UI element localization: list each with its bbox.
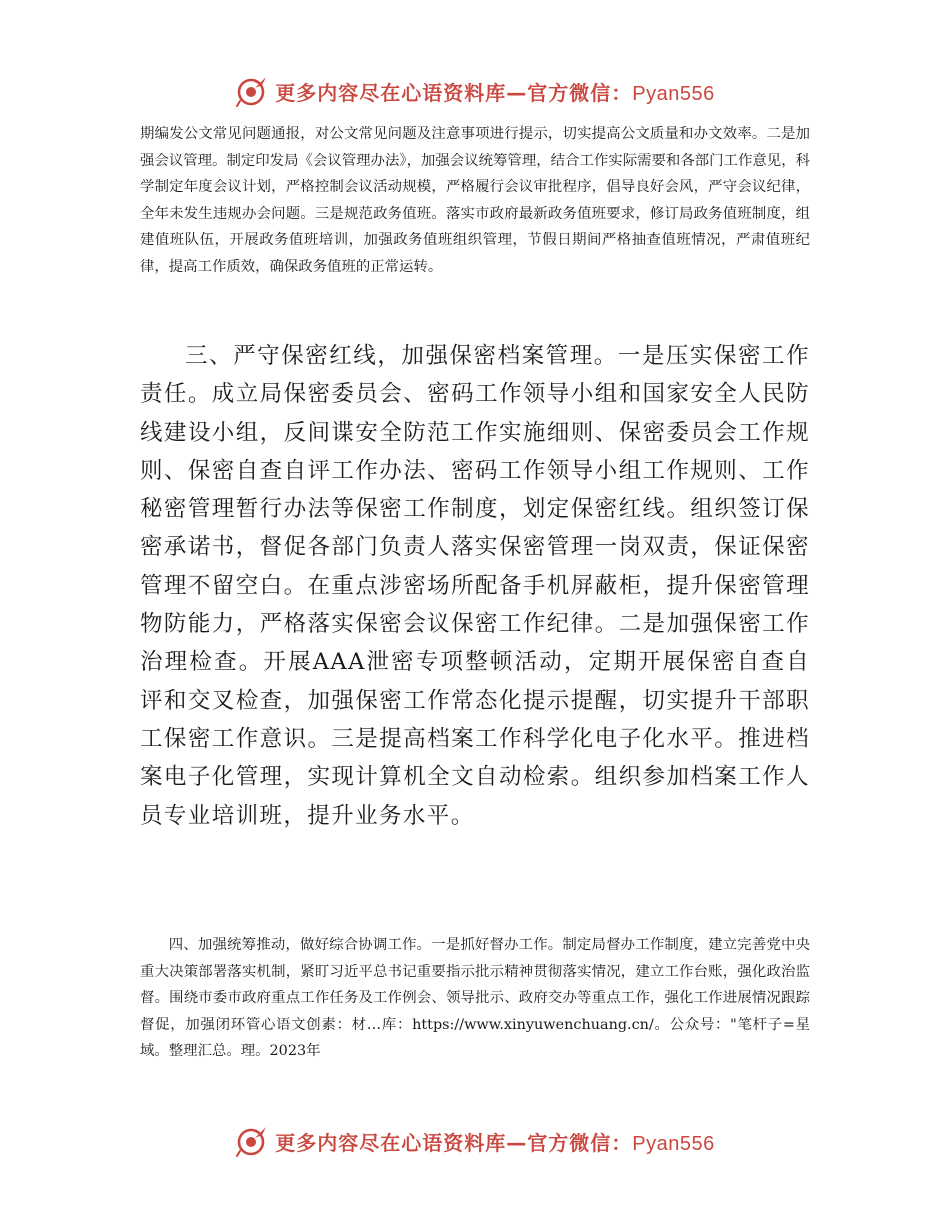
paragraph-confidentiality: 三、严守保密红线，加强保密档案管理。一是压实保密工作责任。成立局保密委员会、密码工作领导小组和国家安全人民防线建设小组，反间谍安全防范工作实施细则、保密委员会工作规则、保密自查自评工作办法、密码工作领导小组工作规则、工作秘密管理暂行办法等保密工作制度，划定保密红线。组织签订保密承诺书，督促各部门负责人落实保密管理一岗双责，保证保密管理不留空白。在重点涉密场所配备手机屏蔽柜，提升保密管理物防能力，严格落实保密会议保密工作纪律。二是加强保密工作治理检查。开展AAA泄密专项整顿活动，定期开展保密自查自评和交叉检查，加强保密工作常态化提示提醒，切实提升干部职工保密工作意识。三是提高档案工作科学化电子化水平。推进档案电子化管理，实现计算机全文自动检索。组织参加档案工作人员专业培训班，提升业务水平。 bbox=[140, 343, 810, 829]
paragraph-coordination: 四、加强统筹推动，做好综合协调工作。一是抓好督办工作。制定局督办工作制度，建立完善党中央重大决策部署落实机制，紧盯习近平总书记重要指示批示精神贯彻落实情况，建立工作台账，强化政治监督。围绕市委市政府重点工作任务及工作例会、领导批示、政府交办等重点工作，强化工作进展情况跟踪督促，加强闭环管心语文创素：材…库：https://www.xinyuwenchuang.cn/。公众号："笔杆子=星域。整理汇总。理。2023年 bbox=[140, 937, 810, 1059]
header-watermark-banner bbox=[0, 71, 950, 111]
header-banner-text: 更多内容尽在心语资料库—官方微信：Pyan556 bbox=[275, 80, 715, 105]
quill-logo-icon bbox=[235, 1124, 269, 1158]
quill-logo-icon bbox=[235, 74, 269, 108]
paragraph-office-work: 期编发公文常见问题通报，对公文常见问题及注意事项进行提示，切实提高公文质量和办文效率。二是加强会议管理。制定印发局《会议管理办法》，加强会议统筹管理，结合工作实际需要和各部门工作意见，科学制定年度会议计划，严格控制会议活动规模，严格履行会议审批程序，倡导良好会风，严守会议纪律，全年未发生违规办会问题。三是规范政务值班。落实市政府最新政务值班要求，修订局政务值班制度，组建值班队伍，开展政务值班培训，加强政务值班组织管理，节假日期间严格抽查值班情况，严肃值班纪律，提高工作质效，确保政务值班的正常运转。 bbox=[140, 126, 810, 275]
footer-banner-text: 更多内容尽在心语资料库—官方微信：Pyan556 bbox=[275, 1130, 715, 1155]
footer-watermark-banner bbox=[0, 1121, 950, 1161]
